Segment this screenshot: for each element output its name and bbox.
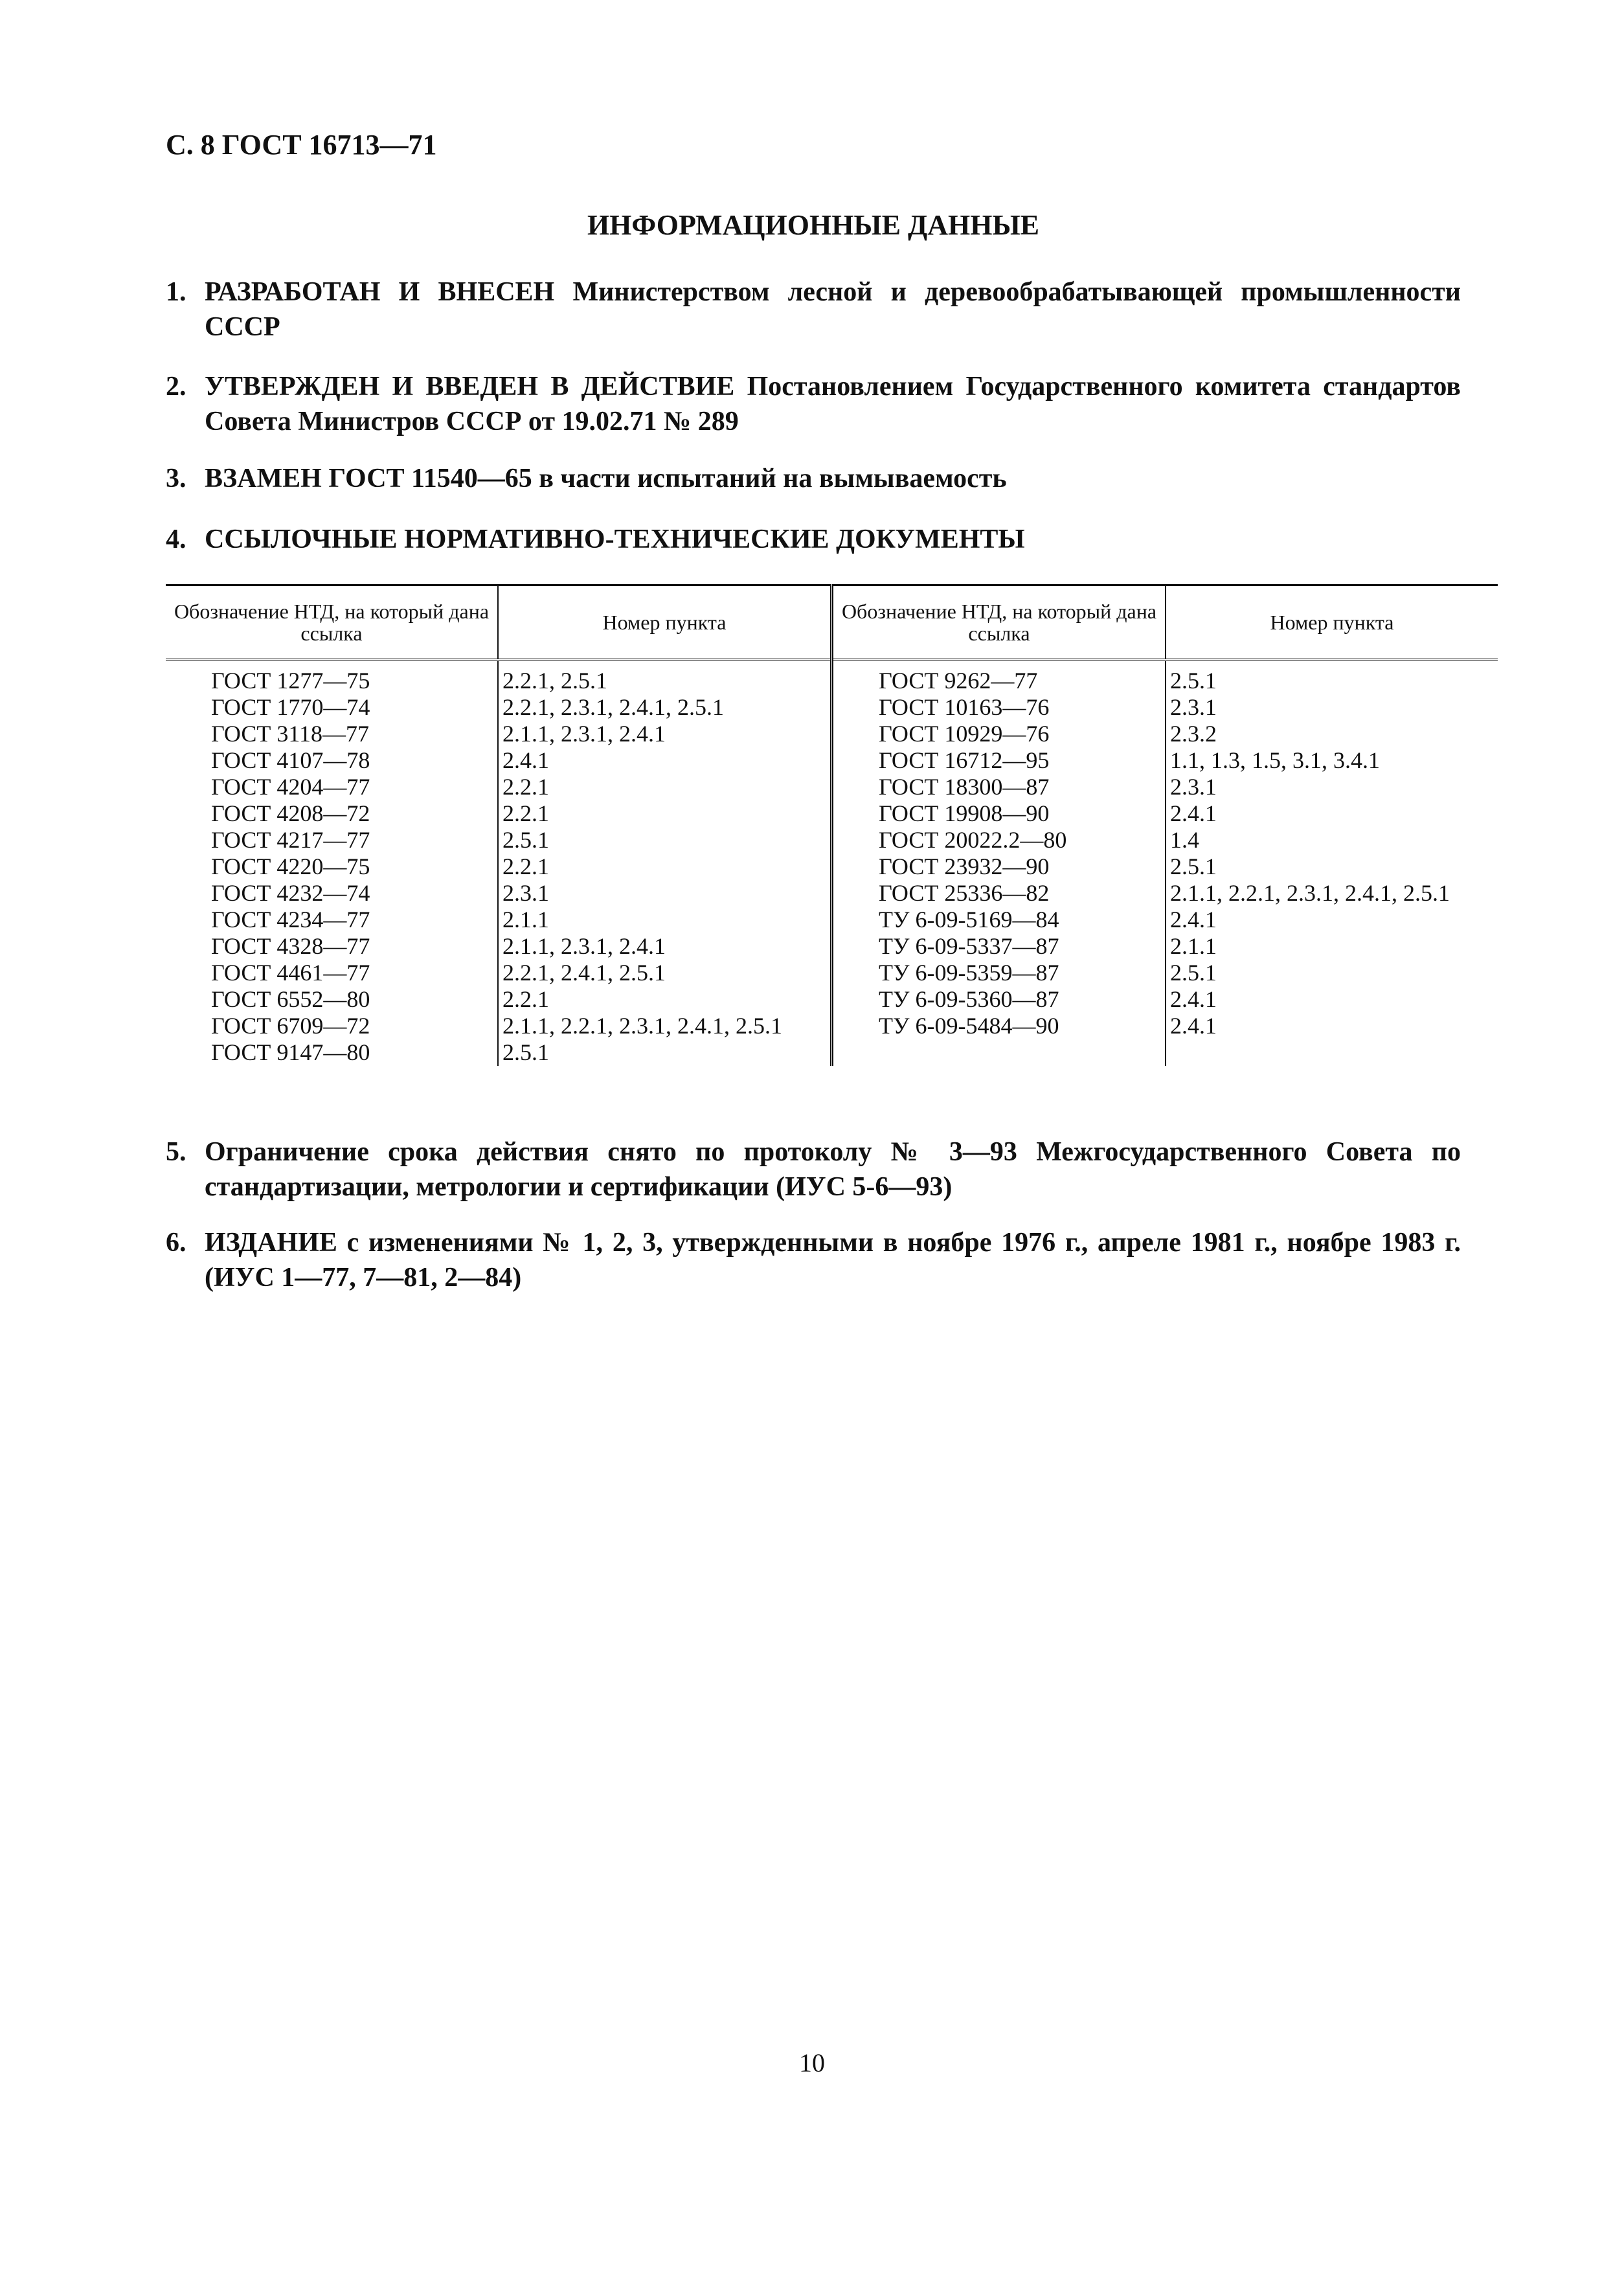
- ntd-designation-cell: ТУ 6-09-5337—87: [832, 933, 1166, 960]
- table-row: [166, 933, 1498, 960]
- clause-number-cell: 2.1.1: [1166, 933, 1498, 960]
- ntd-designation-cell: ГОСТ 9262—77: [832, 660, 1166, 694]
- ntd-designation-cell: ГОСТ 4461—77: [211, 960, 370, 986]
- info-item-5: [166, 1135, 1461, 1204]
- page-header: С. 8 ГОСТ 16713—71: [166, 129, 437, 161]
- clause-number-cell: 2.2.1, 2.3.1, 2.4.1, 2.5.1: [498, 694, 832, 721]
- ntd-designation-cell: ГОСТ 10929—76: [832, 721, 1166, 747]
- clause-number-cell: 1.4: [1166, 827, 1498, 853]
- item-number: 3.: [166, 464, 186, 493]
- clause-number-cell: 2.1.1, 2.2.1, 2.3.1, 2.4.1, 2.5.1: [498, 1013, 832, 1039]
- ntd-designation-cell: ТУ 6-09-5169—84: [832, 907, 1166, 933]
- ntd-designation-cell: ГОСТ 4220—75: [211, 853, 370, 879]
- clause-number-cell: 2.2.1: [498, 853, 832, 880]
- item-lead: РАЗРАБОТАН И ВНЕСЕН: [205, 277, 555, 307]
- table-row: [166, 1039, 1498, 1066]
- clause-number-cell: 2.4.1: [498, 747, 832, 774]
- clause-number-cell: 2.1.1, 2.3.1, 2.4.1: [498, 933, 832, 960]
- page-number: 10: [799, 2048, 825, 2077]
- item-number: 5.: [166, 1137, 186, 1167]
- item-lead: ССЫЛОЧНЫЕ НОРМАТИВНО-ТЕХНИЧЕСКИЕ ДОКУМЕНТЫ: [205, 525, 1025, 554]
- ntd-designation-cell: ГОСТ 18300—87: [832, 774, 1166, 800]
- item-number: 2.: [166, 372, 186, 401]
- clause-number-cell: 2.4.1: [1166, 907, 1498, 933]
- ntd-designation-cell: ГОСТ 4232—74: [211, 880, 370, 906]
- table-row: [166, 986, 1498, 1013]
- clause-number-cell: 2.3.1: [1166, 774, 1498, 800]
- clause-number-cell: 2.1.1, 2.3.1, 2.4.1: [498, 721, 832, 747]
- clause-number-cell: 2.5.1: [1166, 660, 1498, 694]
- table-row: [166, 694, 1498, 721]
- ntd-designation-cell: ГОСТ 9147—80: [211, 1039, 370, 1065]
- ntd-designation-cell: ГОСТ 6552—80: [211, 986, 370, 1012]
- ntd-designation-cell: [832, 1039, 1166, 1066]
- ntd-designation-cell: ГОСТ 20022.2—80: [832, 827, 1166, 853]
- item-lead: ИЗДАНИЕ: [205, 1228, 337, 1258]
- clause-number-cell: 2.2.1, 2.4.1, 2.5.1: [498, 960, 832, 986]
- clause-number-cell: 2.5.1: [498, 827, 832, 853]
- ntd-designation-cell: ГОСТ 23932—90: [832, 853, 1166, 880]
- item-text: в части испытаний на вымываемость: [532, 464, 1007, 493]
- info-item-4: [166, 522, 1461, 557]
- clause-number-cell: 2.4.1: [1166, 1013, 1498, 1039]
- info-item-2: [166, 369, 1461, 439]
- info-item-3: [166, 461, 1461, 496]
- clause-number-cell: 2.1.1, 2.2.1, 2.3.1, 2.4.1, 2.5.1: [1166, 880, 1498, 907]
- info-item-1: [166, 275, 1461, 345]
- ntd-designation-cell: ТУ 6-09-5360—87: [832, 986, 1166, 1013]
- ntd-designation-cell: ГОСТ 4208—72: [211, 800, 370, 826]
- clause-number-cell: 2.5.1: [1166, 853, 1498, 880]
- ntd-designation-cell: ГОСТ 4234—77: [211, 907, 370, 932]
- table-row: [166, 774, 1498, 800]
- table-row: [166, 827, 1498, 853]
- clause-number-cell: 2.2.1, 2.5.1: [498, 660, 832, 694]
- table-row: [166, 880, 1498, 907]
- table-row: [166, 800, 1498, 827]
- clause-number-cell: 2.2.1: [498, 774, 832, 800]
- item-number: 1.: [166, 277, 186, 307]
- item-text: Постановлением Государственного комитета стандартов Совета Министров СССР от 19.02.71 № 289: [205, 372, 1461, 436]
- ntd-designation-cell: ГОСТ 25336—82: [832, 880, 1166, 907]
- clause-number-cell: 2.5.1: [498, 1039, 832, 1066]
- table-row: [166, 1013, 1498, 1039]
- item-number: 6.: [166, 1228, 186, 1258]
- ntd-designation-cell: ТУ 6-09-5359—87: [832, 960, 1166, 986]
- table-row: [166, 747, 1498, 774]
- ntd-designation-cell: ГОСТ 4107—78: [211, 747, 370, 773]
- ntd-designation-cell: ГОСТ 1277—75: [211, 668, 370, 694]
- info-item-6: [166, 1225, 1461, 1295]
- table-row: [166, 660, 1498, 694]
- ntd-designation-cell: ГОСТ 1770—74: [211, 694, 370, 720]
- reference-documents-table: [166, 584, 1498, 1066]
- table-body: [166, 660, 1498, 1066]
- ntd-designation-cell: ГОСТ 16712—95: [832, 747, 1166, 774]
- clause-number-cell: 2.1.1: [498, 907, 832, 933]
- item-text: Министерством лесной и деревообрабатывающей промышленности СССР: [205, 277, 1461, 342]
- ntd-designation-cell: ГОСТ 4204—77: [211, 774, 370, 800]
- table-row: [166, 853, 1498, 880]
- item-lead: ВЗАМЕН ГОСТ 11540—65: [205, 464, 532, 493]
- item-lead: УТВЕРЖДЕН И ВВЕДЕН В ДЕЙСТВИЕ: [205, 372, 735, 401]
- ntd-designation-cell: ТУ 6-09-5484—90: [832, 1013, 1166, 1039]
- clause-number-cell: 2.3.2: [1166, 721, 1498, 747]
- column-header-clause: Номер пункта: [498, 585, 832, 661]
- page-title: ИНФОРМАЦИОННЫЕ ДАННЫЕ: [587, 209, 1040, 241]
- clause-number-cell: 2.3.1: [498, 880, 832, 907]
- clause-number-cell: 2.2.1: [498, 800, 832, 827]
- ntd-designation-cell: ГОСТ 19908—90: [832, 800, 1166, 827]
- column-header-ntd: Обозначение НТД, на который дана ссылка: [832, 585, 1166, 661]
- table-row: [166, 907, 1498, 933]
- clause-number-cell: 2.4.1: [1166, 800, 1498, 827]
- item-number: 4.: [166, 525, 186, 554]
- ntd-designation-cell: ГОСТ 10163—76: [832, 694, 1166, 721]
- ntd-designation-cell: ГОСТ 4328—77: [211, 933, 370, 959]
- table-row: [166, 960, 1498, 986]
- clause-number-cell: 1.1, 1.3, 1.5, 3.1, 3.4.1: [1166, 747, 1498, 774]
- ntd-designation-cell: ГОСТ 3118—77: [211, 721, 370, 747]
- item-text: Ограничение срока действия снято по протоколу № 3—93 Межгосударственного Совета по стандартизации, метрологии и сертификации (ИУС 5-6—93): [205, 1137, 1461, 1202]
- ntd-designation-cell: ГОСТ 4217—77: [211, 827, 370, 853]
- column-header-clause: Номер пункта: [1166, 585, 1498, 661]
- clause-number-cell: [1166, 1039, 1498, 1066]
- clause-number-cell: 2.4.1: [1166, 986, 1498, 1013]
- item-text: с изменениями № 1, 2, 3, утвержденными в ноябре 1976 г., апреле 1981 г., ноябре 1983 г. (ИУС 1—77, 7—81, 2—84): [205, 1228, 1461, 1293]
- clause-number-cell: 2.3.1: [1166, 694, 1498, 721]
- column-header-ntd: Обозначение НТД, на который дана ссылка: [166, 585, 498, 661]
- table-header-row: [166, 585, 1498, 661]
- table-row: [166, 721, 1498, 747]
- clause-number-cell: 2.2.1: [498, 986, 832, 1013]
- clause-number-cell: 2.5.1: [1166, 960, 1498, 986]
- ntd-designation-cell: ГОСТ 6709—72: [211, 1013, 370, 1039]
